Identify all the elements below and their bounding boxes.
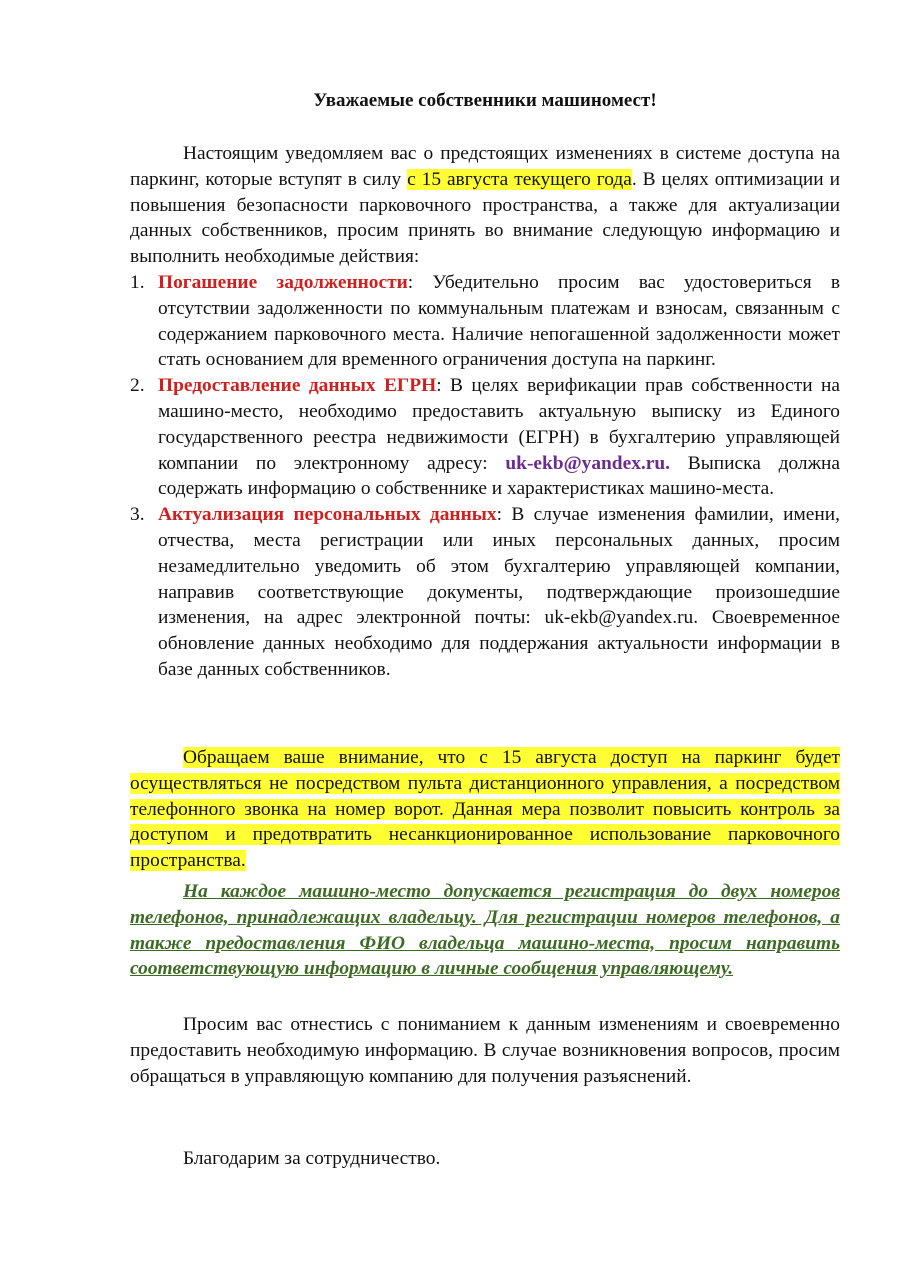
list-item-egrn <box>130 373 840 502</box>
list-text-egrn-end: Выписка должна содержать информацию о собственнике и характеристиках машино-места. <box>158 452 840 500</box>
list-number: 2. <box>130 375 145 397</box>
list-item-debt <box>130 270 840 373</box>
intro-text-end: . В целях оптимизации и повышения безопасности парковочного пространства, а также для актуализации данных собственников, просим принять во внимание следующую информацию и выполнить необходимые действия: <box>130 168 840 268</box>
action-list <box>130 270 840 683</box>
notice-paragraph <box>130 745 840 874</box>
list-heading-egrn: Предоставление данных ЕГРН <box>158 375 437 397</box>
list-item-personal-data <box>130 502 840 683</box>
list-text-debt: : Убедительно просим вас удостовериться в отсутствии задолженности по коммунальным платежам и взносам, связанным с содержанием парковочного места. Наличие непогашенной задолженности может стать основанием для временного ограничения доступа на паркинг. <box>158 272 840 371</box>
registration-paragraph: На каждое машино-место допускается регистрация до двух номеров телефонов, принадлежащих владельцу. Для регистрации номеров телефонов, а также предоставления ФИО владельца машино-места, просим направить соответствующую информацию в личные сообщения управляющему. <box>130 881 840 980</box>
notice-highlight: Обращаем ваше внимание, что с 15 августа доступ на паркинг будет осуществляться не посредством пульта дистанционного управления, а посредством телефонного звонка на номер ворот. Данная мера позволит повысить контроль за доступом и предотвратить несанкционированное использование парковочного пространства. <box>130 747 840 872</box>
list-text-egrn: : В целях верификации прав собственности на машино-место, необходимо предоставить актуальную выписку из Единого государственного реестра недвижимости (ЕГРН) в бухгалтерию управляющей компании по электронному адресу: <box>158 375 841 474</box>
intro-text-start: Настоящим уведомляем вас о предстоящих изменениях в системе доступа на паркинг, которые вступят в силу <box>130 143 840 190</box>
email-link[interactable]: uk-ekb@yandex.ru. <box>505 452 670 474</box>
list-heading-personal-data: Актуализация персональных данных <box>158 504 497 526</box>
list-heading-debt: Погашение задолженности <box>158 272 408 293</box>
list-number: 3. <box>130 504 145 526</box>
document-title: Уважаемые собственники машиномест! <box>313 90 657 111</box>
intro-paragraph <box>130 141 840 270</box>
list-number: 1. <box>130 272 145 293</box>
effective-date-highlight: с 15 августа текущего года <box>407 168 632 190</box>
thanks-line: Благодарим за сотрудничество. <box>183 1148 441 1169</box>
closing-paragraph: Просим вас отнестись с пониманием к данным изменениям и своевременно предоставить необходимую информацию. В случае возникновения вопросов, просим обращаться в управляющую компанию для получения разъяснений. <box>130 1014 840 1087</box>
list-text-personal-data: : В случае изменения фамилии, имени, отчества, места регистрации или иных персональных данных, просим незамедлительно уведомить об этом бухгалтерию управляющей компании, направив соответствующие документы, подтверждающие произошедшие изменения, на адрес электронной почты: uk-ekb@yandex.ru. Своевременное обновление данных необходимо для поддержания актуальности информации в базе данных собственников. <box>158 504 840 680</box>
